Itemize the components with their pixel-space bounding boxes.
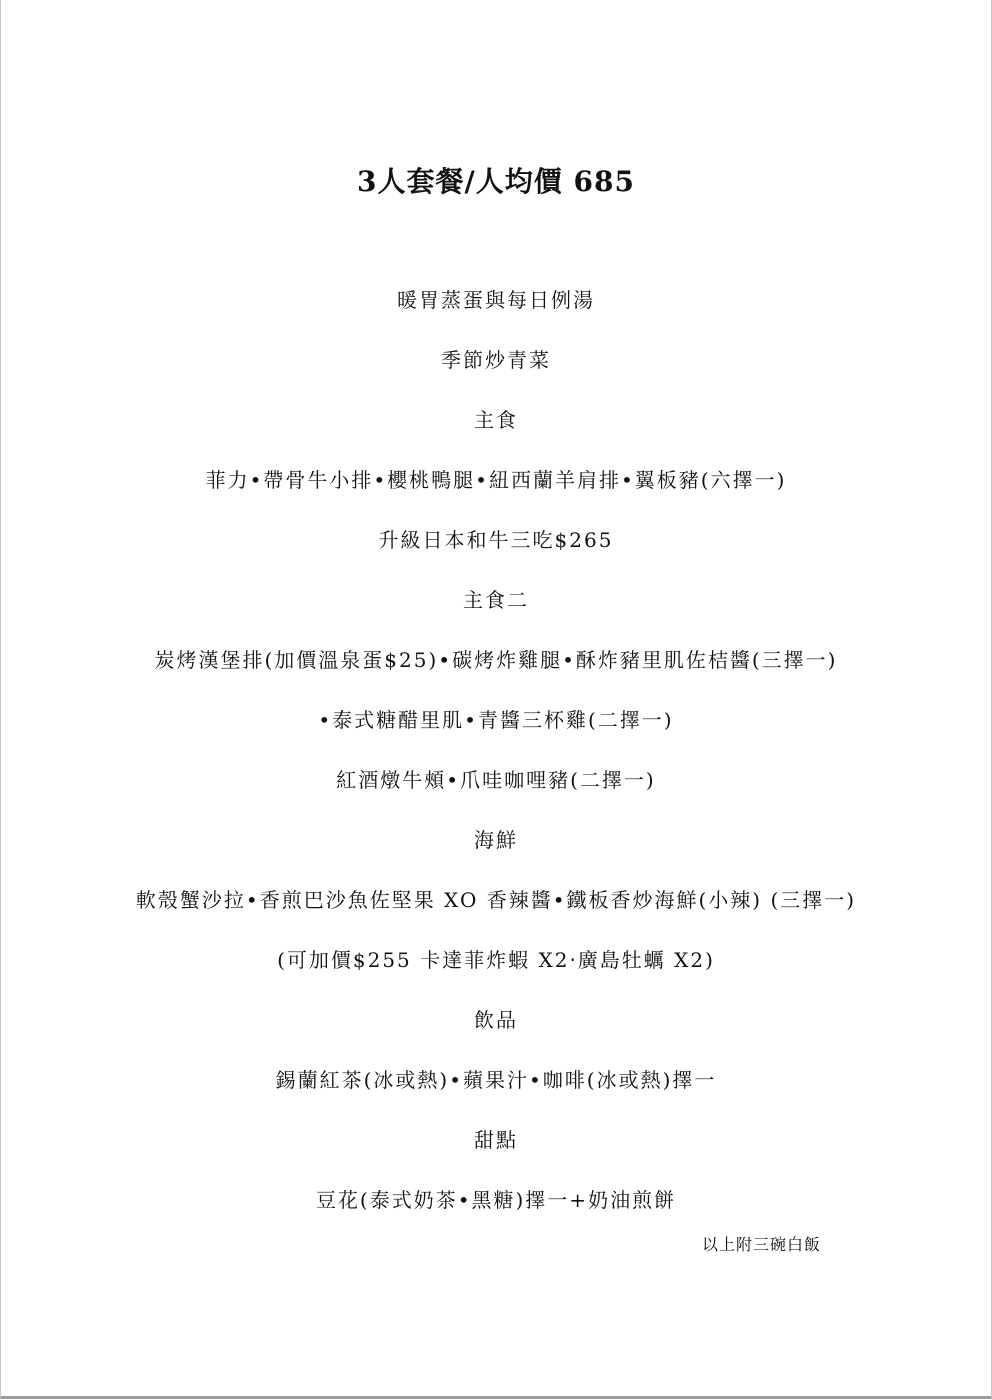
menu-title: 3人套餐/人均價 685 (357, 165, 635, 198)
section-heading-main: 主食 (474, 408, 518, 432)
menu-line-main-two-choices: 炭烤漢堡排(加價溫泉蛋$25)•碳烤炸雞腿•酥炸豬里肌佐桔醬(三擇一) (154, 648, 838, 672)
menu-line-drink-choices: 錫蘭紅茶(冰或熱)•蘋果汁•咖啡(冰或熱)擇一 (275, 1068, 717, 1092)
menu-body (0, 282, 992, 1242)
menu-line-seafood-choices: 軟殼蟹沙拉•香煎巴沙魚佐堅果 XO 香辣醬•鐵板香炒海鮮(小辣) (三擇一) (135, 888, 857, 912)
section-heading-dessert: 甜點 (474, 1128, 518, 1152)
section-heading-seafood: 海鮮 (474, 828, 518, 852)
menu-line-main-two-option-c: 紅酒燉牛頰•爪哇咖哩豬(二擇一) (336, 768, 656, 792)
section-heading-main-two: 主食二 (463, 588, 529, 612)
menu-line-main-choices: 菲力•帶骨牛小排•櫻桃鴨腿•紐西蘭羊肩排•翼板豬(六擇一) (205, 468, 787, 492)
menu-line-dessert-choices: 豆花(泰式奶茶•黑糖)擇一+奶油煎餅 (315, 1188, 677, 1212)
section-heading-drinks: 飲品 (474, 1008, 518, 1032)
menu-line-wagyu-upgrade: 升級日本和牛三吃$265 (378, 528, 614, 552)
menu-line-vegetable: 季節炒青菜 (441, 348, 551, 372)
menu-line-soup: 暖胃蒸蛋與每日例湯 (397, 288, 595, 312)
rice-footnote: 以上附三碗白飯 (702, 1235, 822, 1254)
menu-line-seafood-addon: (可加價$255 卡達菲炸蝦 X2‧廣島牡蠣 X2) (277, 948, 715, 972)
menu-line-main-two-option-b: •泰式糖醋里肌•青醬三杯雞(二擇一) (318, 708, 674, 732)
